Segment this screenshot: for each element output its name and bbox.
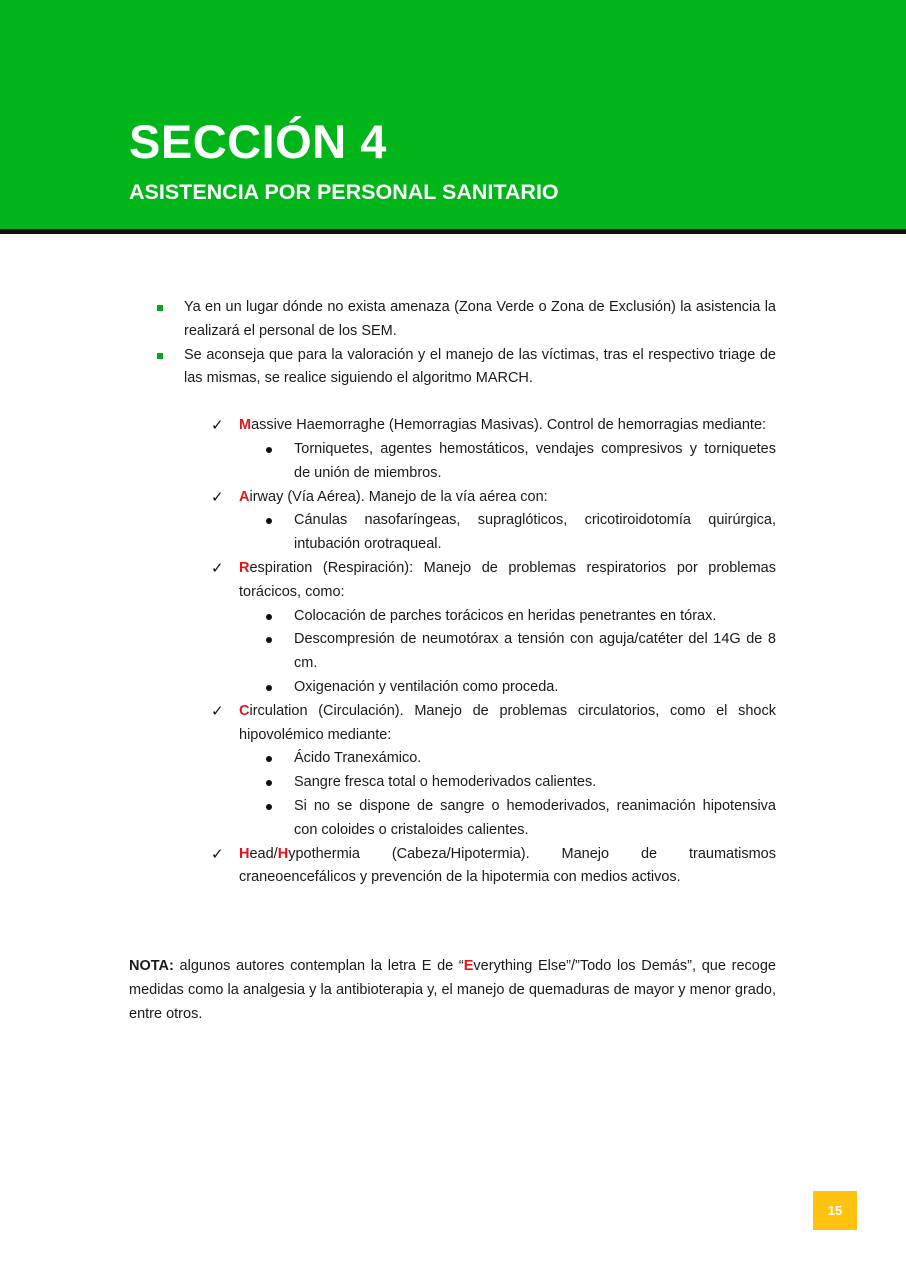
march-letter: M [239, 417, 252, 434]
sub-item [294, 438, 776, 486]
march-letter: A [239, 488, 250, 505]
sub-item [294, 676, 776, 700]
intro-list [0, 296, 906, 391]
march-letter: R [239, 559, 250, 576]
sub-item-text: Cánulas nasofaríngeas, supraglóticos, cricotiroidotomía quirúrgica, intubación orotraqueal. [294, 512, 776, 553]
sub-item [294, 771, 776, 795]
page-number-badge: 15 [813, 1191, 857, 1230]
checkmark-icon: ✓ [211, 417, 224, 435]
sub-item [294, 628, 776, 676]
intro-item-text: Ya en un lugar dónde no exista amenaza (Zona Verde o Zona de Exclusión) la asistencia la realizará el personal de los SEM. [184, 299, 776, 339]
checkmark-icon: ✓ [211, 845, 224, 863]
sub-item [294, 747, 776, 771]
checkmark-icon: ✓ [211, 488, 224, 506]
march-list [0, 414, 906, 890]
march-sublist [239, 605, 776, 700]
round-bullet-icon [266, 804, 272, 810]
sub-item-text: Torniquetes, agentes hemostáticos, vendajes compresivos y torniquetes de unión de miembros. [294, 440, 776, 481]
march-letter-secondary: H [277, 845, 289, 862]
checkmark-icon: ✓ [211, 702, 224, 720]
march-item-text [239, 557, 776, 605]
section-title: SECCIÓN 4 [129, 115, 387, 168]
march-item-desc: ypothermia (Cabeza/Hipotermia). Manejo de traumatismos craneoencefálicos y prevención de la hipotermia con medios activos. [239, 845, 776, 886]
header-divider [0, 229, 906, 234]
march-item-h [211, 843, 776, 891]
section-header [0, 0, 906, 229]
march-item-text [239, 843, 776, 891]
green-square-bullet-icon [157, 353, 163, 359]
sub-item [294, 795, 776, 843]
round-bullet-icon [266, 614, 272, 620]
round-bullet-icon [266, 637, 272, 643]
intro-item [184, 344, 776, 392]
round-bullet-icon [266, 756, 272, 762]
sub-item-text: Oxigenación y ventilación como proceda. [294, 678, 559, 695]
round-bullet-icon [266, 780, 272, 786]
march-item-m [211, 414, 776, 485]
sub-item-text: Colocación de parches torácicos en heridas penetrantes en tórax. [294, 607, 717, 624]
march-item-desc: assive Haemorraghe (Hemorragias Masivas). Control de hemorragias mediante: [251, 417, 767, 434]
intro-item-text: Se aconseja que para la valoración y el manejo de las víctimas, tras el respectivo triage de las mismas, se realice siguiendo el algoritmo MARCH. [184, 346, 776, 387]
note-text-after: verything Else”/”Todo los Demás”, que recoge medidas como la analgesia y la antibioterapia y, el manejo de quemaduras de mayor y menor grado, entre otros. [129, 958, 776, 1022]
march-item-desc: irway (Vía Aérea). Manejo de la vía aérea con: [249, 488, 548, 505]
note-label: NOTA: [129, 958, 174, 974]
note-text-before: algunos autores contemplan la letra E de “ [173, 958, 464, 974]
main-content [0, 296, 906, 890]
round-bullet-icon [266, 685, 272, 691]
march-item-desc: irculation (Circulación). Manejo de problemas circulatorios, como el shock hipovolémico mediante: [239, 702, 776, 743]
section-subtitle: ASISTENCIA POR PERSONAL SANITARIO [129, 180, 559, 204]
march-item-desc: espiration (Respiración): Manejo de problemas respiratorios por problemas torácicos, como: [239, 559, 776, 600]
sub-item-text: Descompresión de neumotórax a tensión con aguja/catéter del 14G de 8 cm. [294, 631, 776, 672]
march-item-a [211, 486, 776, 557]
sub-item-text: Sangre fresca total o hemoderivados calientes. [294, 774, 597, 791]
march-sublist [239, 509, 776, 557]
sub-item [294, 605, 776, 629]
march-item-desc-part: ead/ [249, 845, 278, 862]
march-item-text [239, 486, 776, 510]
march-letter: H [239, 845, 250, 862]
march-item-r [211, 557, 776, 700]
sub-item [294, 509, 776, 557]
intro-item [184, 296, 776, 344]
march-sublist [239, 438, 776, 486]
round-bullet-icon [266, 447, 272, 453]
round-bullet-icon [266, 518, 272, 524]
note-letter: E [463, 958, 474, 974]
march-item-text [239, 700, 776, 748]
sub-item-text: Si no se dispone de sangre o hemoderivados, reanimación hipotensiva con coloides o cristaloides calientes. [294, 797, 776, 838]
note-paragraph [129, 955, 776, 1026]
march-item-c [211, 700, 776, 843]
march-item-text [239, 414, 776, 438]
march-sublist [239, 747, 776, 842]
green-square-bullet-icon [157, 305, 163, 311]
sub-item-text: Ácido Tranexámico. [294, 750, 422, 767]
checkmark-icon: ✓ [211, 559, 224, 577]
march-letter: C [239, 702, 250, 719]
